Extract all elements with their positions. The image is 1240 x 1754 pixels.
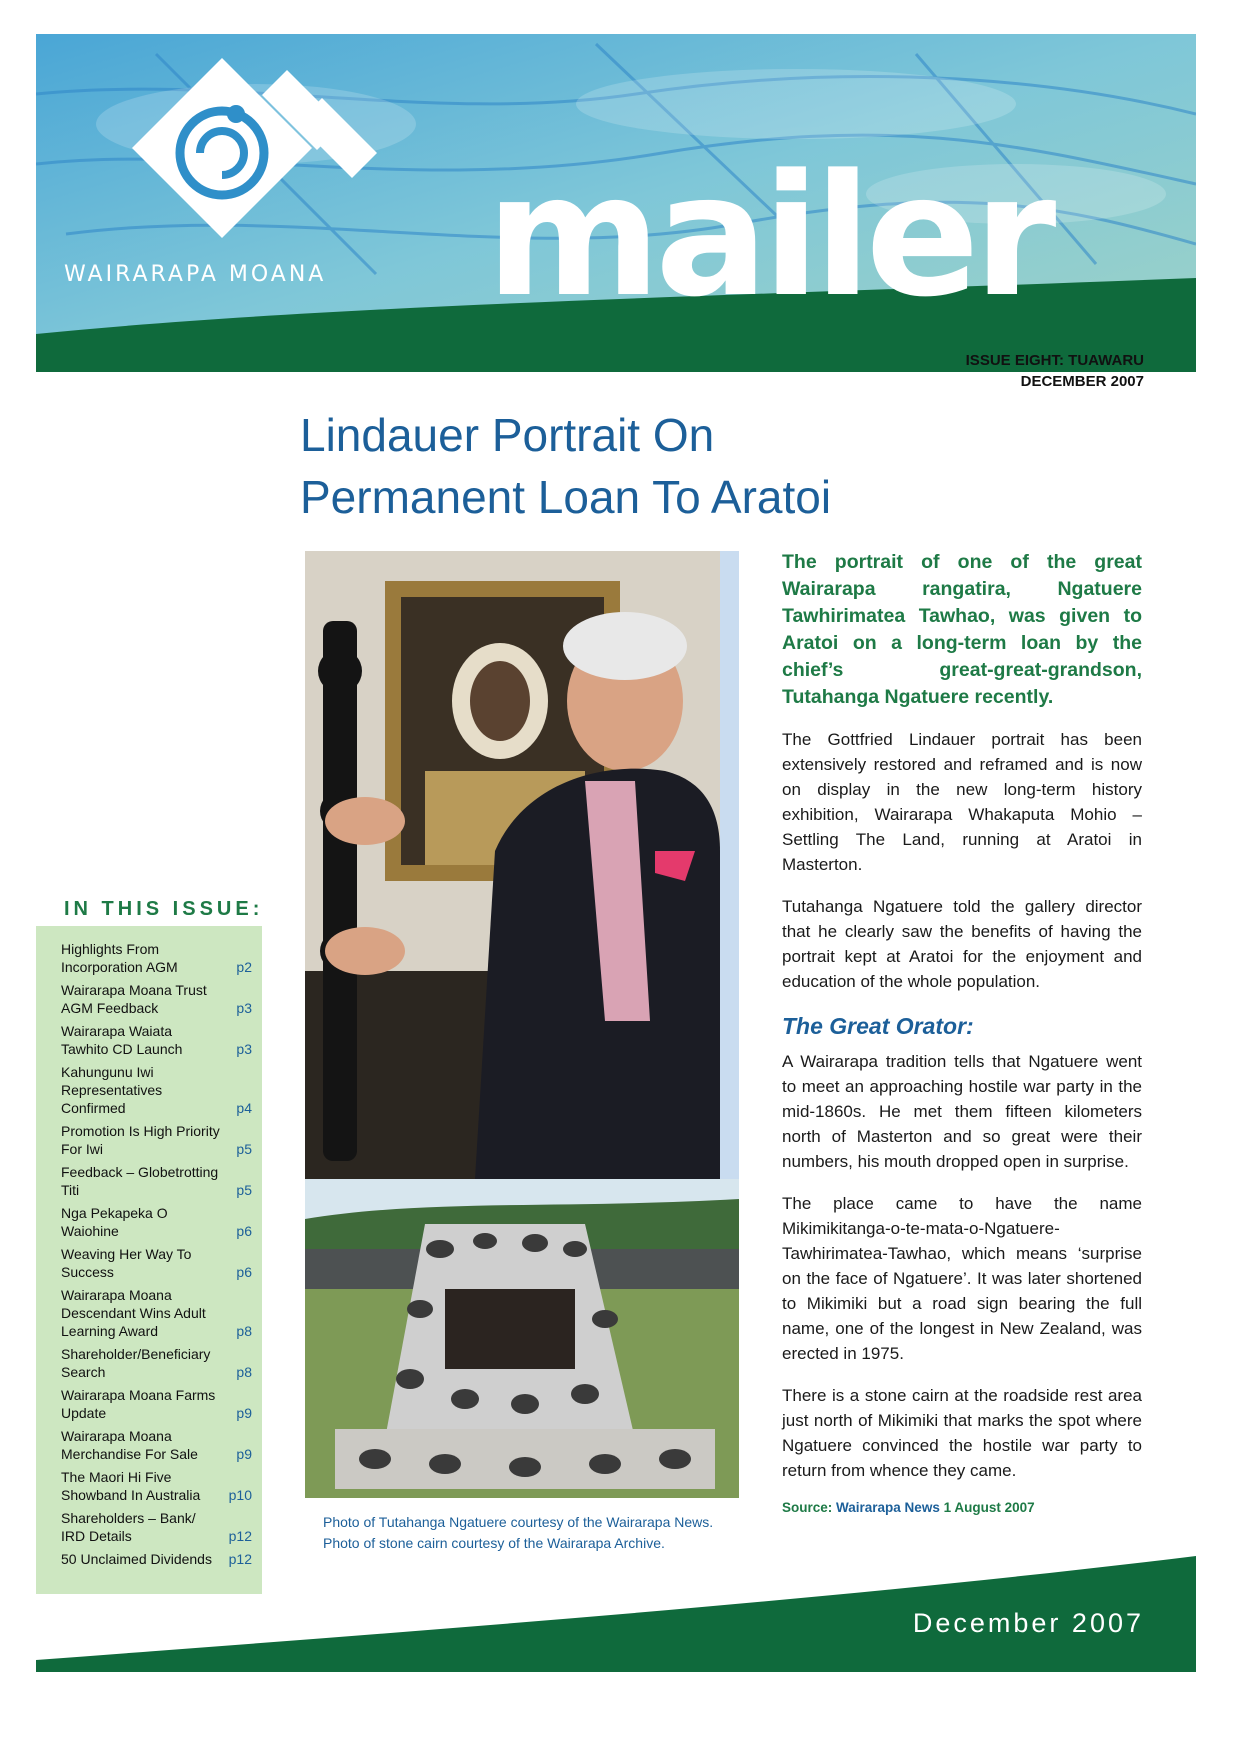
article-paragraph: Tutahanga Ngatuere told the gallery director that he clearly saw the benefits of having the portrait kept at Aratoi for the enjoyment and education of the whole population.: [782, 897, 1142, 991]
masthead-title: mailer: [486, 138, 1051, 334]
stone-cairn-photo: [305, 1179, 739, 1498]
brand-name: WAIRARAPA MOANA: [64, 262, 327, 287]
article-paragraph: The Gottfried Lindauer portrait has been extensively restored and reframed and is now on display in the new long-term history exhibition, Wairarapa Whakaputa Mohio – Settling The Land, running at Aratoi in Masterton.: [782, 730, 1142, 874]
toc-item[interactable]: Wairarapa Moana Trust AGM Feedback p3: [61, 982, 252, 1016]
issue-info: [966, 350, 1144, 392]
article-paragraph: A Wairarapa tradition tells that Ngatuere went to meet an approaching hostile war party in the mid-1860s. He met them fifteen kilometers north of Masterton and so great were their numbers, his mouth dropped open in surprise.: [782, 1052, 1142, 1171]
toc-item[interactable]: Promotion Is High Priority For Iwi p5: [61, 1123, 252, 1157]
toc-item[interactable]: Wairarapa Moana Descendant Wins Adult Learning Award p8: [61, 1287, 252, 1339]
photo-border-strip: [720, 551, 739, 1179]
toc-item[interactable]: Feedback – Globetrotting Titi p5: [61, 1164, 252, 1198]
toc-item[interactable]: Kahungunu Iwi Representatives Confirmed p4: [61, 1064, 252, 1116]
article-subheading: The Great Orator:: [782, 1013, 974, 1039]
toc-item[interactable]: 50 Unclaimed Dividends p12: [61, 1551, 252, 1567]
toc-item[interactable]: Shareholders – Bank/ IRD Details p12: [61, 1510, 252, 1544]
portrait-photo: [305, 551, 720, 1179]
toc-item[interactable]: Nga Pekapeka O Waiohine p6: [61, 1205, 252, 1239]
wairarapa-moana-logo: [112, 58, 382, 258]
footer-date: December 2007: [912, 1608, 1144, 1638]
headline-line-2: Permanent Loan To Aratoi: [300, 471, 832, 523]
article-body: [782, 549, 1142, 1515]
article-source: [782, 1500, 1142, 1515]
stone-cairn-illustration: [305, 1179, 739, 1498]
toc-item[interactable]: Wairarapa Moana Merchandise For Sale p9: [61, 1428, 252, 1462]
toc-item[interactable]: Highlights From Incorporation AGM p2: [61, 941, 252, 975]
source-publication: Wairarapa News: [836, 1500, 940, 1515]
issue-number: ISSUE EIGHT: TUAWARU: [965, 352, 1144, 369]
portrait-photo-illustration: [305, 551, 720, 1179]
toc-item[interactable]: Shareholder/Beneficiary Search p8: [61, 1346, 252, 1380]
article-lead: The portrait of one of the great Wairarapa rangatira, Ngatuere Tawhirimatea Tawhao, was given to Aratoi on a long-term loan by the chief’s great-great-grandson, Tutahanga Ngatuere recently.: [782, 551, 1142, 708]
caption-line-2: Photo of stone cairn courtesy of the Wairarapa Archive.: [323, 1535, 665, 1551]
toc-heading: IN THIS ISSUE:: [64, 898, 264, 920]
article-headline: [300, 404, 1180, 528]
article-paragraph: There is a stone cairn at the roadside rest area just north of Mikimiki that marks the spot where Ngatuere convinced the hostile war party to return from whence they came.: [782, 1386, 1142, 1480]
toc-item[interactable]: Wairarapa Moana Farms Update p9: [61, 1387, 252, 1421]
caption-line-1: Photo of Tutahanga Ngatuere courtesy of the Wairarapa News.: [323, 1514, 714, 1530]
photo-caption: [323, 1512, 743, 1554]
masthead-banner: [36, 34, 1196, 372]
issue-date: DECEMBER 2007: [1020, 373, 1144, 390]
article-paragraph: The place came to have the name Mikimikitanga-o-te-mata-o-Ngatuere-Tawhirimatea-Tawhao, which means ‘surprise on the face of Ngatuere’. It was later shortened to Mikimiki but a road sign bearing the full name, one of the longest in New Zealand, was erected in 1975.: [782, 1194, 1142, 1363]
source-date: 1 August 2007: [943, 1500, 1035, 1515]
headline-line-1: Lindauer Portrait On: [300, 409, 715, 461]
toc-item[interactable]: The Maori Hi Five Showband In Australia p10: [61, 1469, 252, 1503]
table-of-contents: [36, 926, 262, 1594]
toc-item[interactable]: Weaving Her Way To Success p6: [61, 1246, 252, 1280]
toc-item[interactable]: Wairarapa Waiata Tawhito CD Launch p3: [61, 1023, 252, 1057]
source-label: Source:: [782, 1500, 833, 1515]
